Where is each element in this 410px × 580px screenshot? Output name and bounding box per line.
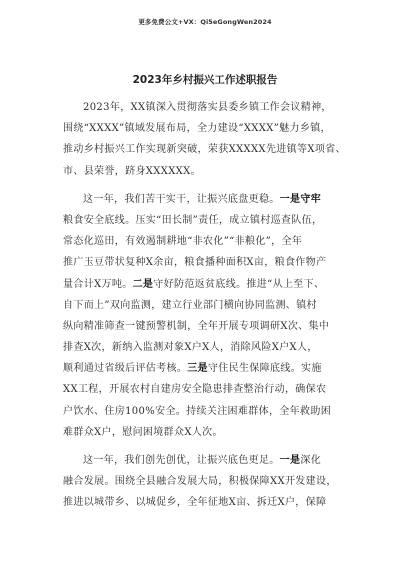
- paragraph-text: 深化: [300, 455, 322, 466]
- paragraph-line: [63, 450, 353, 471]
- paragraph-line: 推动乡村振兴工作实现新突破，荣获XXXXX先进镇等X项省、: [63, 144, 346, 156]
- bold-heading: 一是守牢: [279, 193, 322, 205]
- paragraph-text: 顺利通过省级后评估考核。: [63, 363, 188, 375]
- bold-heading: 一是: [279, 455, 301, 466]
- paragraph-line: 市、县荣誉，跻身XXXXXX。: [63, 165, 201, 177]
- paragraph-line: 推进以城带乡、以城促乡，全年征地X亩、拆迁X户，保障: [63, 497, 327, 509]
- paragraph-line: 户饮水、住房100%安全。持续关注困难群体，全年救助困: [63, 405, 332, 417]
- paragraph-line: 推广玉豆带状复种X余亩，粮食播种面积X亩，粮食作物产: [63, 257, 327, 269]
- bold-heading: 二是: [132, 278, 154, 290]
- paragraph-line: [63, 189, 353, 210]
- paragraph-line: XX工程，开展农村自建房安全隐患排查整治行动，确保农: [63, 384, 327, 396]
- paragraph-line: 围绕“XXXX”镇域发展布局，全力建设“XXXX”魅力乡镇，: [63, 123, 331, 135]
- paragraph-line: 常态化巡田，有效遏制耕地“非农化”“非粮化”，全年: [63, 236, 303, 248]
- paragraph-text: 守好防范返贫底线。推进“从上至下、: [153, 278, 325, 290]
- document-body: [63, 97, 353, 514]
- paragraph-line: 排查X次，新纳入监测对象X户X人，消除风险X户X人，: [63, 342, 318, 354]
- paragraph-line: [63, 358, 353, 379]
- paragraph-text: 这一年，我们苦干实干，让振兴底盘更稳。: [83, 193, 280, 205]
- paragraph-text: 这一年，我们创先创优，让振兴底色更足。: [83, 455, 280, 466]
- paragraph-line: 自下而上”双向监测，建立行业部门横向协同监测、镇村: [63, 299, 317, 311]
- paragraph-text: 守住民生保障底线。实施: [207, 363, 322, 375]
- paragraph-line: 难群众X户，慰问困境群众X人次。: [63, 426, 223, 438]
- paragraph-text: 量合计X万吨。: [63, 278, 133, 290]
- paragraph-line: [63, 274, 353, 295]
- document-title: 2023年乡村振兴工作述职报告: [132, 74, 278, 86]
- paragraph-line: 粮食安全底线。压实“田长制”责任，成立镇村巡查队伍，: [63, 214, 323, 226]
- paragraph-line: 融合发展。围绕全县融合发展大局，积极保障XX开发建设，: [63, 476, 337, 488]
- bold-heading: 三是: [187, 363, 208, 375]
- paragraph-line: 2023年，XX镇深入贯彻落实县委乡镇工作会议精神，: [83, 102, 332, 113]
- paragraph-line: 纵向精准筛查一键预警机制，全年开展专项调研X次、集中: [63, 320, 330, 332]
- page-header-promo: 更多免费公文+VX：Qi5eGongWen2024: [138, 18, 272, 26]
